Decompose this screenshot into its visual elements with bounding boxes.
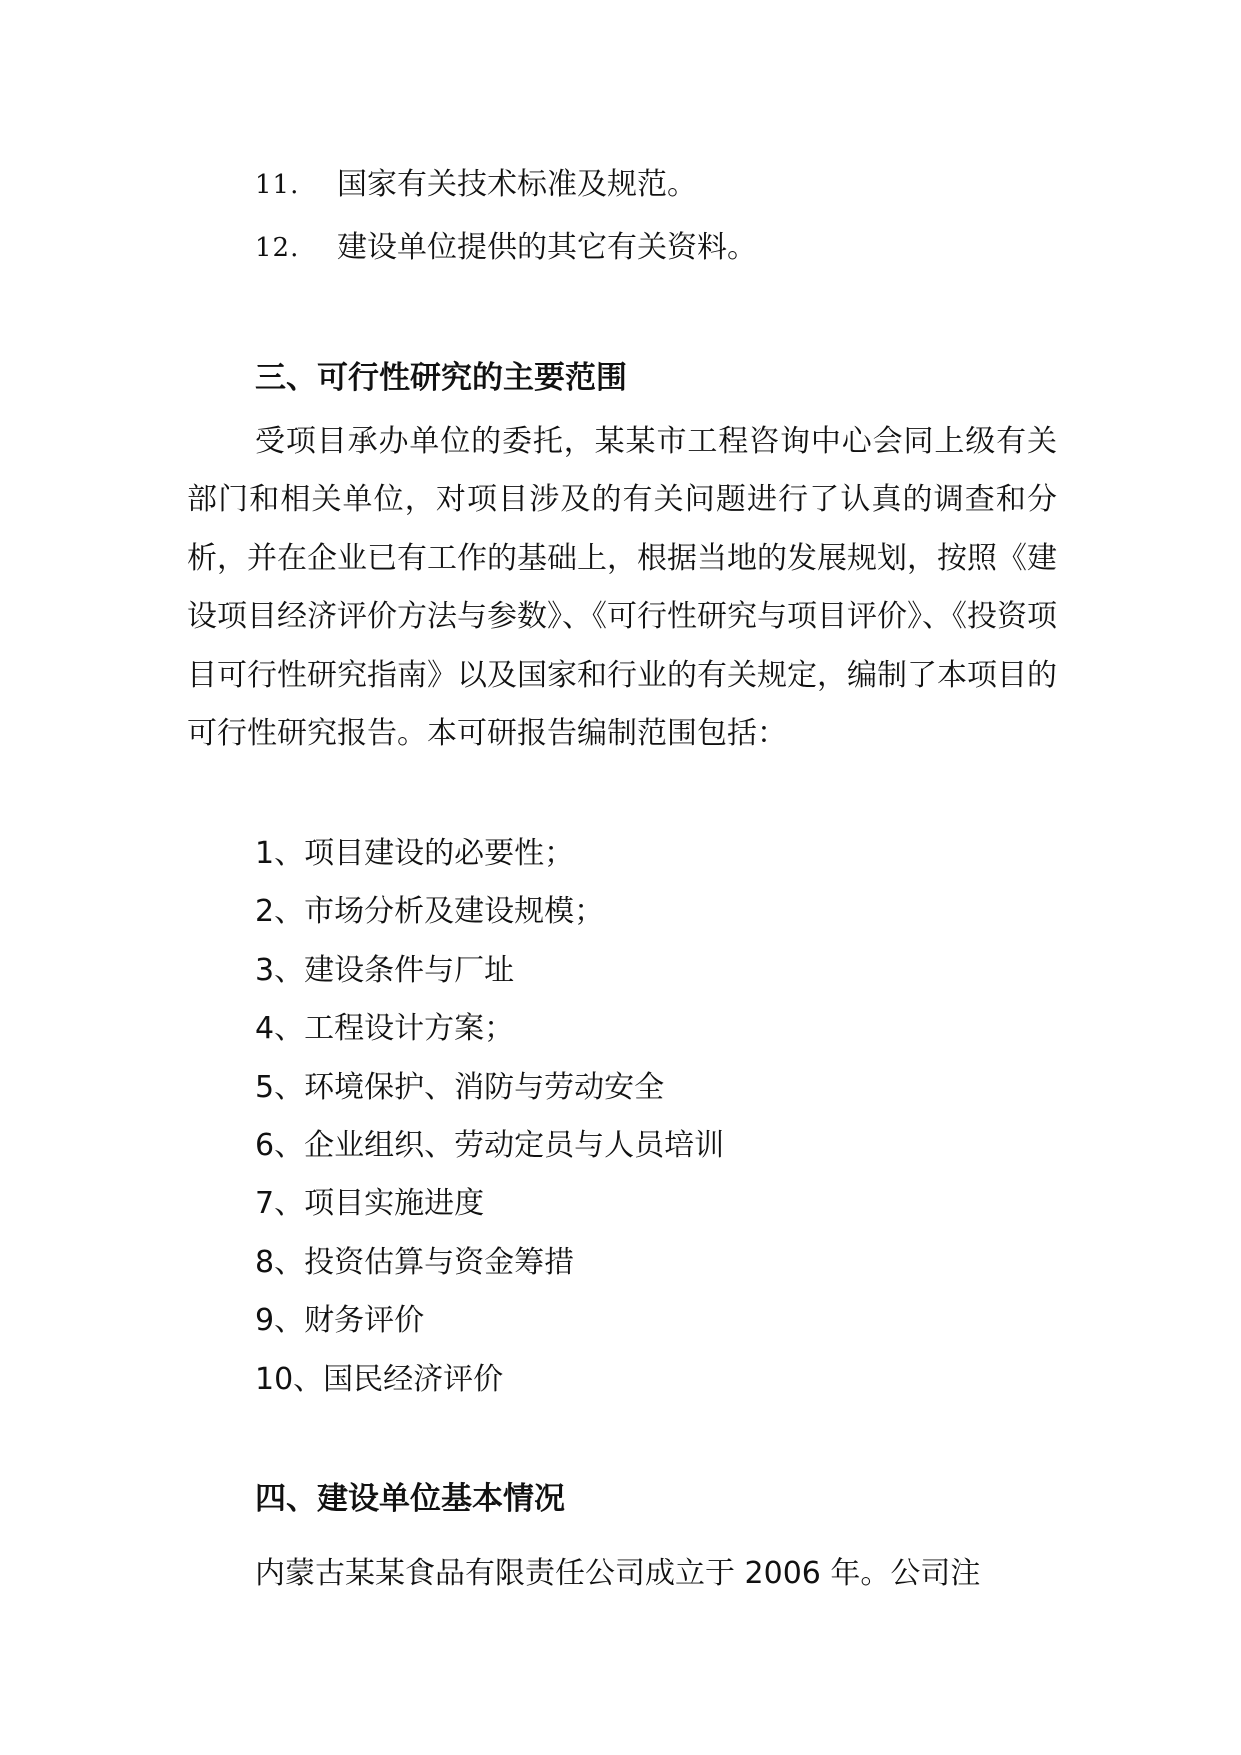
list-item: 7、项目实施进度 [255, 1186, 485, 1222]
section-3-paragraph: 受项目承办单位的委托，某某市工程咨询中心会同上级有关部门和相关单位，对项目涉及的有关问题进行了认真的调查和分析，并在企业已有工作的基础上，根据当地的发展规划，按照《建设项目经济评价方法与参数》、《可行性研究与项目评价》、《投资项目可行性研究指南》以及国家和行业的有关规定，编制了本项目的可行性研究报告。本可研报告编制范围包括： [187, 424, 1057, 752]
list-item: 2、市场分析及建设规模； [255, 894, 605, 930]
scope-list [255, 825, 724, 1409]
list-item: 5、环境保护、消防与劳动安全 [255, 1069, 665, 1105]
list-item: 8、投资估算与资金筹措 [255, 1244, 575, 1280]
list-item: 1、项目建设的必要性； [255, 836, 575, 871]
list-item: 9、财务评价 [255, 1303, 425, 1339]
section-4-paragraph: 内蒙古某某食品有限责任公司成立于 2006 年。公司注 [255, 1556, 981, 1591]
item-text: 国家有关技术标准及规范。 [337, 167, 697, 202]
list-item: 3、建设条件与厂址 [255, 952, 515, 988]
section-3-heading: 三、可行性研究的主要范围 [255, 360, 627, 396]
item-number: 11. [255, 170, 300, 200]
list-item: 4、工程设计方案； [255, 1011, 515, 1047]
item-text: 建设单位提供的其它有关资料。 [337, 230, 757, 265]
list-item: 10、国民经济评价 [255, 1361, 504, 1397]
section-4-heading: 四、建设单位基本情况 [255, 1481, 565, 1517]
item-number: 12. [255, 233, 300, 263]
list-item: 6、企业组织、劳动定员与人员培训 [255, 1127, 725, 1163]
